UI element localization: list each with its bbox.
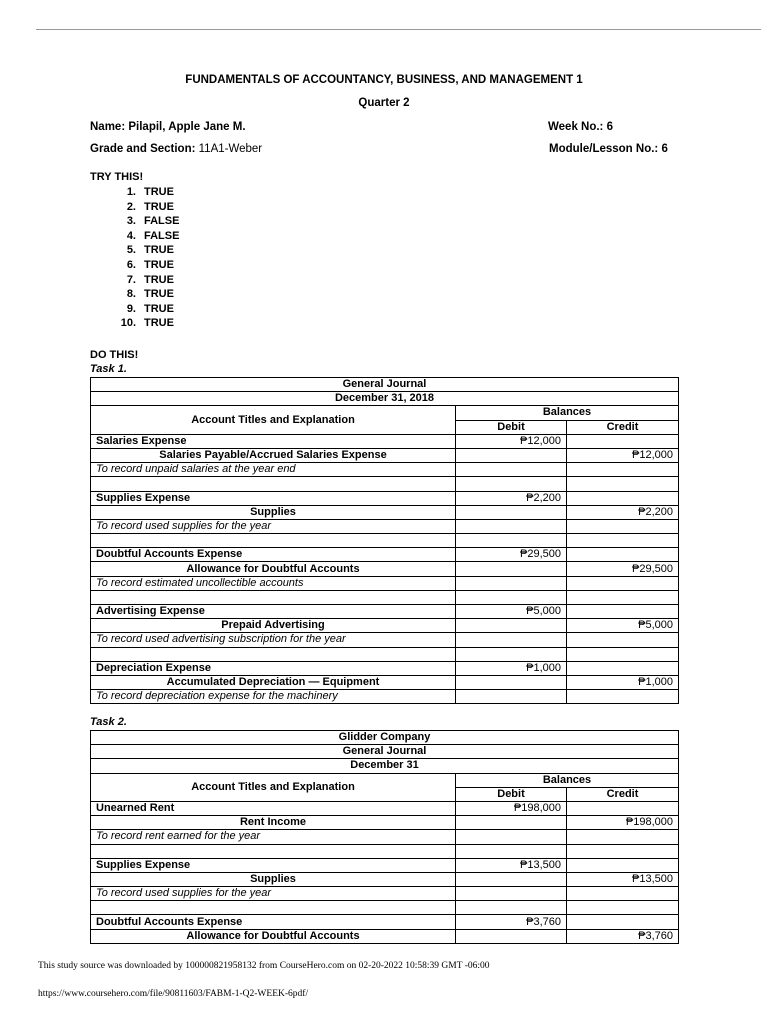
journal-title: General Journal (91, 378, 679, 392)
table-row (91, 690, 679, 704)
week-label: Week No.: (548, 121, 604, 133)
table-row (91, 661, 679, 675)
debit-amount-cell (456, 519, 567, 533)
col-header-debit: Debit (456, 787, 567, 801)
blank-cell (456, 477, 567, 491)
debit-amount-cell (456, 887, 567, 901)
table-row (91, 448, 679, 462)
table-row (91, 887, 679, 901)
do-this-heading: DO THIS! (90, 349, 139, 361)
credit-amount-cell: ₱1,000 (567, 675, 679, 689)
blank-cell (456, 590, 567, 604)
debit-amount-cell (456, 448, 567, 462)
list-item: 2. TRUE (126, 200, 174, 213)
credit-amount-cell (567, 633, 679, 647)
name-label: Name: (90, 121, 126, 133)
blank-cell (567, 844, 679, 858)
table-row (91, 491, 679, 505)
table-row (91, 830, 679, 844)
credit-amount-cell (567, 690, 679, 704)
grade-value: 11A1-Weber (198, 143, 263, 155)
credit-amount-cell (567, 858, 679, 872)
debit-amount-cell: ₱13,500 (456, 858, 567, 872)
col-header-credit: Credit (567, 787, 679, 801)
credit-amount-cell (567, 491, 679, 505)
debit-account-cell: Supplies Expense (91, 858, 456, 872)
debit-account-cell: Unearned Rent (91, 801, 456, 815)
credit-amount-cell (567, 548, 679, 562)
list-item: 9. TRUE (126, 302, 174, 315)
blank-cell (456, 647, 567, 661)
source-url: https://www.coursehero.com/file/90811603/FABM-1-Q2-WEEK-6pdf/ (38, 989, 309, 999)
table-row (91, 505, 679, 519)
table-row (91, 858, 679, 872)
task1-entries (91, 434, 679, 704)
debit-amount-cell (456, 675, 567, 689)
table-row (91, 929, 679, 943)
credit-amount-cell (567, 661, 679, 675)
table-row (91, 675, 679, 689)
blank-row (91, 844, 679, 858)
task2-entries (91, 801, 679, 943)
blank-cell (567, 647, 679, 661)
table-row (91, 434, 679, 448)
blank-row (91, 901, 679, 915)
blank-cell (567, 534, 679, 548)
blank-row (91, 590, 679, 604)
source-notice: This study source was downloaded by 100000821958132 from CourseHero.com on 02-20-2022 10:58:39 GMT -06:00 (38, 961, 490, 971)
week-line (548, 121, 613, 133)
debit-amount-cell (456, 576, 567, 590)
list-item: 3. FALSE (126, 215, 180, 228)
blank-row (91, 647, 679, 661)
table-row (91, 915, 679, 929)
table-row (91, 548, 679, 562)
blank-cell (91, 844, 456, 858)
task1-journal-table (90, 377, 679, 704)
list-item: 4. FALSE (126, 229, 180, 242)
credit-amount-cell: ₱198,000 (567, 816, 679, 830)
journal-title: General Journal (91, 745, 679, 759)
task1-label: Task 1. (90, 363, 127, 375)
table-row (91, 633, 679, 647)
blank-cell (456, 844, 567, 858)
week-value: 6 (606, 121, 613, 133)
journal-date: December 31 (91, 759, 679, 773)
debit-amount-cell (456, 505, 567, 519)
name-value: Pilapil, Apple Jane M. (128, 121, 246, 133)
explanation-cell: To record estimated uncollectible accounts (91, 576, 456, 590)
blank-cell (567, 901, 679, 915)
grade-label: Grade and Section: (90, 143, 196, 155)
module-label: Module/Lesson No.: (549, 143, 659, 155)
credit-account-cell: Salaries Payable/Accrued Salaries Expense (91, 448, 456, 462)
table-row (91, 463, 679, 477)
debit-amount-cell (456, 633, 567, 647)
blank-row (91, 477, 679, 491)
try-this-answers (112, 185, 179, 331)
debit-account-cell: Supplies Expense (91, 491, 456, 505)
journal-date: December 31, 2018 (91, 392, 679, 406)
blank-cell (91, 477, 456, 491)
credit-account-cell: Supplies (91, 505, 456, 519)
credit-amount-cell: ₱2,200 (567, 505, 679, 519)
credit-amount-cell: ₱3,760 (567, 929, 679, 943)
credit-amount-cell (567, 887, 679, 901)
table-row (91, 816, 679, 830)
list-item: 5. TRUE (126, 244, 174, 257)
grade-line (90, 143, 262, 155)
debit-amount-cell: ₱3,760 (456, 915, 567, 929)
table-row (91, 562, 679, 576)
debit-amount-cell: ₱12,000 (456, 434, 567, 448)
debit-account-cell: Advertising Expense (91, 605, 456, 619)
explanation-cell: To record used advertising subscription for the year (91, 633, 456, 647)
debit-account-cell: Salaries Expense (91, 434, 456, 448)
credit-amount-cell (567, 576, 679, 590)
credit-account-cell: Prepaid Advertising (91, 619, 456, 633)
debit-account-cell: Depreciation Expense (91, 661, 456, 675)
credit-amount-cell (567, 915, 679, 929)
credit-account-cell: Supplies (91, 872, 456, 886)
explanation-cell: To record used supplies for the year (91, 519, 456, 533)
blank-cell (567, 477, 679, 491)
debit-amount-cell (456, 562, 567, 576)
credit-account-cell: Allowance for Doubtful Accounts (91, 562, 456, 576)
explanation-cell: To record rent earned for the year (91, 830, 456, 844)
table-row (91, 872, 679, 886)
debit-amount-cell (456, 463, 567, 477)
debit-account-cell: Doubtful Accounts Expense (91, 548, 456, 562)
credit-account-cell: Allowance for Doubtful Accounts (91, 929, 456, 943)
debit-amount-cell: ₱1,000 (456, 661, 567, 675)
col-header-balances: Balances (456, 773, 679, 787)
table-row (91, 605, 679, 619)
document-title: FUNDAMENTALS OF ACCOUNTANCY, BUSINESS, AND MANAGEMENT 1 (185, 74, 583, 86)
blank-cell (91, 534, 456, 548)
credit-amount-cell (567, 463, 679, 477)
credit-amount-cell (567, 434, 679, 448)
quarter-label: Quarter 2 (358, 97, 410, 109)
debit-amount-cell (456, 619, 567, 633)
blank-cell (91, 647, 456, 661)
list-item: 1. TRUE (126, 186, 174, 198)
blank-cell (91, 901, 456, 915)
debit-amount-cell: ₱2,200 (456, 491, 567, 505)
blank-row (91, 534, 679, 548)
credit-account-cell: Accumulated Depreciation — Equipment (91, 675, 456, 689)
list-item: 7. TRUE (126, 273, 174, 286)
col-header-account: Account Titles and Explanation (91, 406, 456, 434)
credit-amount-cell (567, 605, 679, 619)
col-header-debit: Debit (456, 420, 567, 434)
col-header-account: Account Titles and Explanation (91, 773, 456, 801)
table-row (91, 576, 679, 590)
explanation-cell: To record unpaid salaries at the year end (91, 463, 456, 477)
credit-amount-cell: ₱12,000 (567, 448, 679, 462)
debit-amount-cell (456, 929, 567, 943)
debit-amount-cell (456, 872, 567, 886)
col-header-balances: Balances (456, 406, 679, 420)
blank-cell (456, 901, 567, 915)
table-row (91, 801, 679, 815)
top-rule (36, 29, 761, 30)
list-item: 6. TRUE (126, 258, 174, 271)
table-row (91, 619, 679, 633)
debit-amount-cell: ₱29,500 (456, 548, 567, 562)
try-this-heading: TRY THIS! (90, 171, 144, 183)
module-value: 6 (661, 143, 668, 155)
task2-journal-table (90, 730, 679, 944)
credit-amount-cell: ₱13,500 (567, 872, 679, 886)
debit-amount-cell: ₱198,000 (456, 801, 567, 815)
name-line (90, 121, 246, 133)
col-header-credit: Credit (567, 420, 679, 434)
credit-amount-cell (567, 801, 679, 815)
table-row (91, 519, 679, 533)
blank-cell (567, 590, 679, 604)
credit-amount-cell: ₱29,500 (567, 562, 679, 576)
credit-amount-cell (567, 830, 679, 844)
company-name: Glidder Company (91, 731, 679, 745)
debit-amount-cell: ₱5,000 (456, 605, 567, 619)
credit-amount-cell: ₱5,000 (567, 619, 679, 633)
module-line (549, 143, 668, 155)
explanation-cell: To record used supplies for the year (91, 887, 456, 901)
debit-account-cell: Doubtful Accounts Expense (91, 915, 456, 929)
credit-amount-cell (567, 519, 679, 533)
debit-amount-cell (456, 830, 567, 844)
explanation-cell: To record depreciation expense for the machinery (91, 690, 456, 704)
task2-label: Task 2. (90, 716, 127, 728)
blank-cell (91, 590, 456, 604)
list-item: 10. TRUE (120, 317, 174, 330)
list-item: 8. TRUE (126, 288, 174, 301)
debit-amount-cell (456, 690, 567, 704)
blank-cell (456, 534, 567, 548)
debit-amount-cell (456, 816, 567, 830)
credit-account-cell: Rent Income (91, 816, 456, 830)
